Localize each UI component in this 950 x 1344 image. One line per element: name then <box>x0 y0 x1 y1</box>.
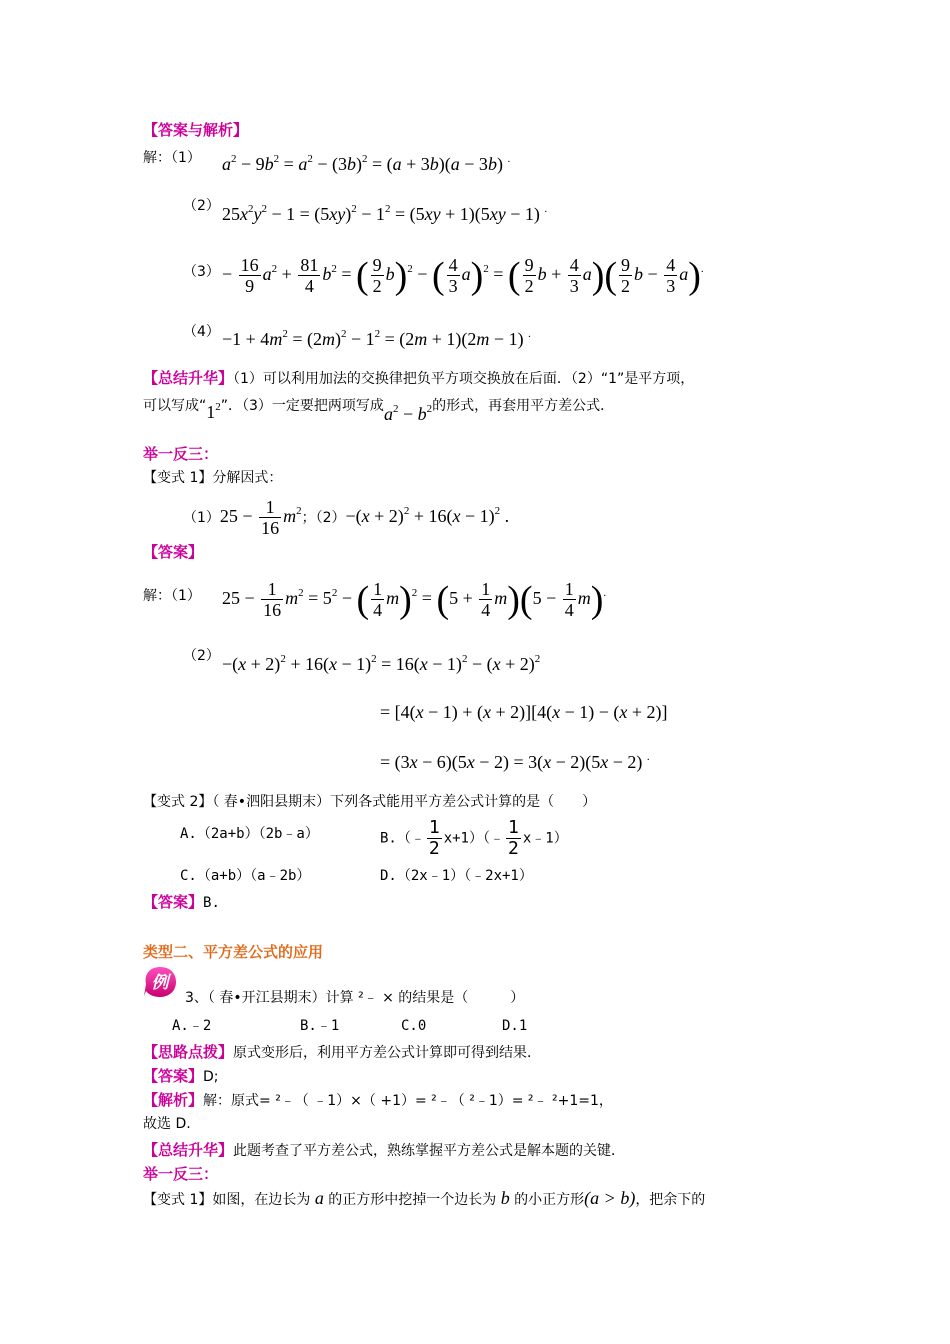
variant-1-equation-1: 25 − $\frac{1}{16}$ $m^2 = 5^2$ − ( $\frac{1}{4}$ m)$^2$ = (5 + $\frac{1}{4}$ m)(5 − $\frac{1}{4}$ m). <box>222 578 607 621</box>
variant-1-stem: 【变式 1】分解因式： <box>143 470 283 486</box>
variant-1-equation-2b: = [4(x − 1) + (x + 2)][4(x − 1) − (x + 2)] <box>380 702 668 722</box>
solution-intro <box>143 148 201 168</box>
variant-1-answer-label: 【答案】 <box>143 543 204 561</box>
variant-1-item-2-number: （2） <box>183 648 220 664</box>
variant-2-answer: 【答案】B. <box>143 893 220 911</box>
example-3-conclusion: 故选 D. <box>143 1116 191 1132</box>
example-3-option-d: D.1 <box>502 1018 528 1034</box>
type-2-title: 类型二、平方差公式的应用 <box>143 943 324 961</box>
item-3-number: （3） <box>183 264 220 280</box>
example-3-question: 3、（ 春•开江县期末）计算 ²﹣ × 的结果是（ ） <box>185 990 525 1006</box>
variant-1-problem: （1）25 − $\frac{1}{16}$ $m^2$；$(2)-(x + 2)^2 + 16(x - 1)^2$ . <box>183 497 510 539</box>
example-3-hint: 【思路点拨】原式变形后，利用平方差公式计算即可得到结果． <box>143 1043 542 1061</box>
summary-1-line-2: 可以写成“$1^2$”．（3）一定要把两项写成$a^2 - b^2$的形式，再套用平方差公式． <box>143 398 615 424</box>
equation-1: $a^2 - 9b^2 = a^2 - (3b)^2 = (a + 3b)(a - 3b)$ . <box>222 153 511 174</box>
answer-analysis-title: 【答案与解析】 <box>143 121 249 139</box>
example-3-option-c: C.0 <box>401 1018 427 1034</box>
summary-label: 【总结升华】 <box>143 369 234 387</box>
variant-1-solution-intro: 解：（1） <box>143 588 201 604</box>
equation-2: $25x^2y^2 - 1 = (5xy)^2 - 1^2 = (5xy + 1)(5xy - 1)$ . <box>222 203 548 224</box>
solution-label: 解： <box>143 150 171 166</box>
example-3-answer: 【答案】D; <box>143 1067 219 1085</box>
example-3-analysis: 【解析】解：原式= ²﹣（ ﹣1）×（ +1）= ²﹣（ ²﹣1）= ²﹣ ²+1=1， <box>143 1091 613 1109</box>
svg-text:例: 例 <box>151 973 169 993</box>
equation-4: $-1 + 4m^2 = (2m)^2 - 1^2 = (2m + 1)(2m - 1)$ . <box>222 328 531 349</box>
variant-2-option-a: A.（2a+b）（2b﹣a） <box>180 826 319 842</box>
practice-title-2: 举一反三： <box>143 1165 219 1183</box>
variant-3-stem: 【变式 1】如图，在边长为 a 的正方形中挖掉一个边长为 b 的小正方形(a > b)，把余下的 <box>143 1188 706 1208</box>
variant-1-equation-2c: = (3x − 6)(5x − 2) = 3(x − 2)(5x − 2) . <box>380 751 650 772</box>
example-3-option-b: B.﹣1 <box>300 1018 340 1034</box>
variant-2-stem: 【变式 2】（ 春•泗阳县期末）下列各式能用平方差公式计算的是（ ） <box>143 794 597 810</box>
variant-2-option-c: C.（a+b）（a﹣2b） <box>180 868 311 884</box>
item-2-number: （2） <box>183 198 220 214</box>
summary-1-line-1: 【总结升华】（1）可以利用加法的交换律把负平方项交换放在后面．（2）“1”是平方项， <box>143 369 695 387</box>
item-1-number: （1） <box>171 150 201 166</box>
example-3-option-a: A.﹣2 <box>172 1018 212 1034</box>
item-4-number: （4） <box>183 324 220 340</box>
practice-title-1: 举一反三： <box>143 445 219 463</box>
variant-2-option-b: B.（﹣ $\frac{1}{2}$ x+1）（﹣ $\frac{1}{2}$ x﹣1） <box>380 817 568 859</box>
variant-1-equation-2a: $-(x + 2)^2 + 16(x - 1)^2 = 16(x - 1)^2 - (x + 2)^2$ <box>222 653 541 674</box>
example-badge-icon <box>143 966 177 998</box>
variant-2-option-d: D.（2x﹣1）（﹣2x+1） <box>380 868 533 884</box>
example-3-summary: 【总结升华】此题考查了平方差公式，熟练掌握平方差公式是解本题的关键． <box>143 1141 626 1159</box>
equation-3: − $\frac{16}{9}$ $a^2$ + $\frac{81}{4}$ $b^2$ = ( $\frac{9}{2}$ b)$^2$ − ( $\frac{4}{3}$ a)$^2$ = ( $\frac{9}{2}$ b + $\frac{4}{3}$ a)( $\frac{9}{2}$ b − $\frac{4}{3}$ a). <box>222 254 704 297</box>
